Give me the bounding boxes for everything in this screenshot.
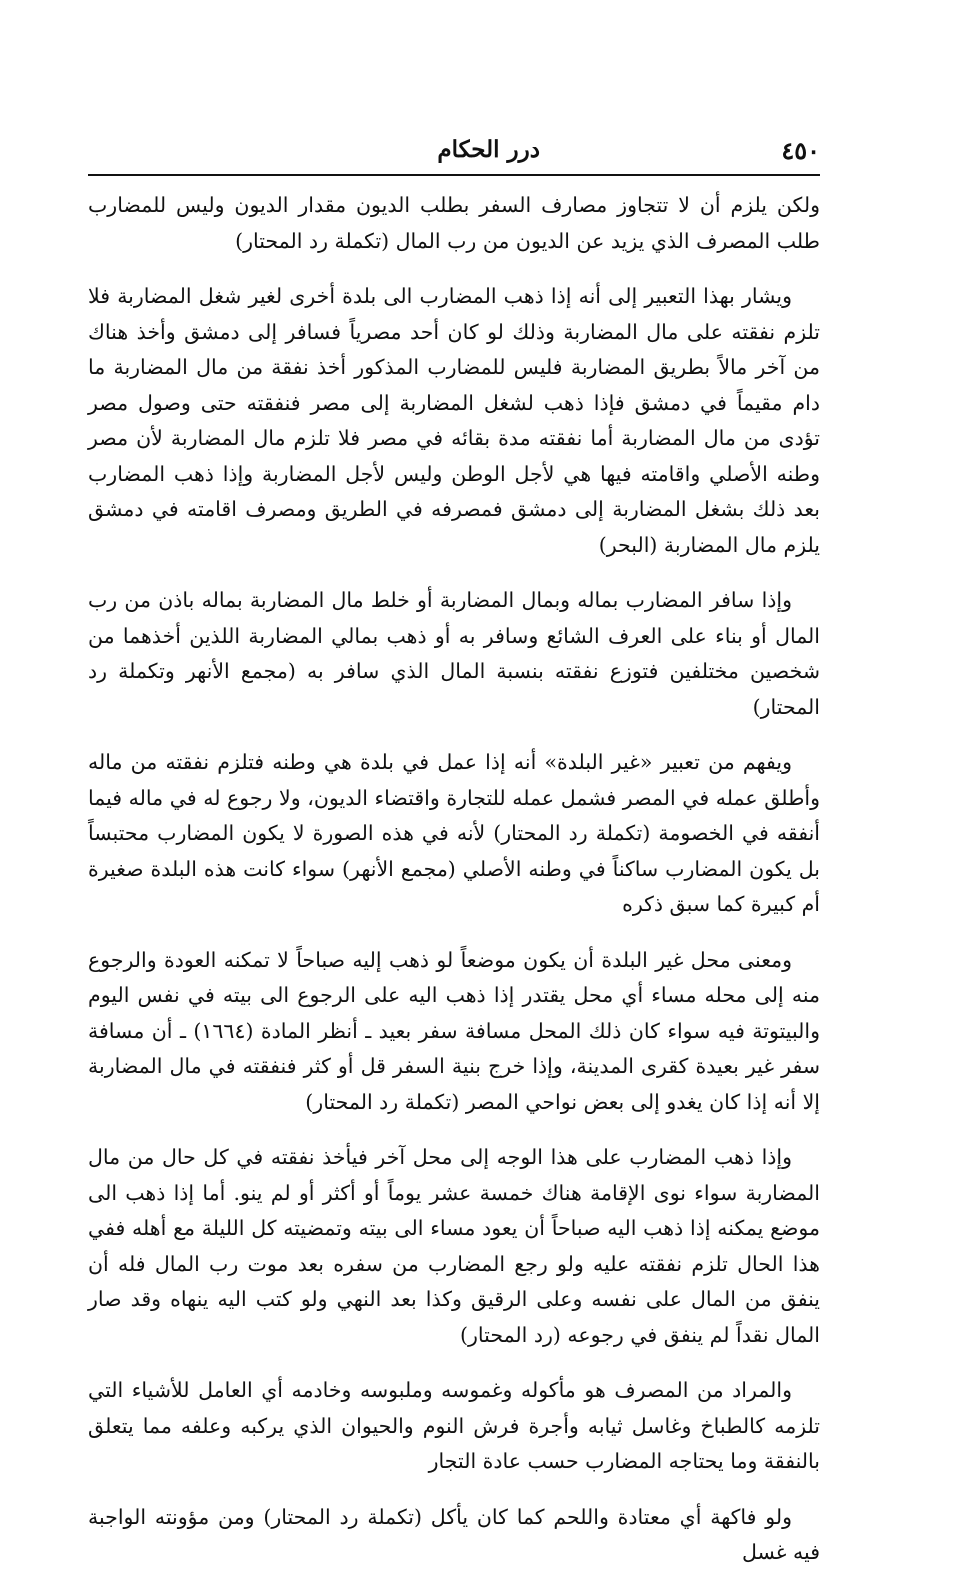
paragraph-2: ويشار بهذا التعبير إلى أنه إذا ذهب المضارب الى بلدة أخرى لغير شغل المضاربة فلا تلزم نفقته على مال المضاربة وذلك لو كان أحد مصرياً فسافر إلى دمشق وأخذ هناك من آخر مالاً بطريق المضاربة فليس للمضارب المذكور أخذ نفقة من مال المضاربة ما دام مقيماً في دمشق فإذا ذهب لشغل المضاربة إلى مصر فنفقته حتى وصول مصر تؤدى من مال المضاربة أما نفقته مدة بقائه في مصر فلا تلزم مال المضاربة لأن مصر وطنه الأصلي واقامته فيها هي لأجل الوطن وليس لأجل المضاربة وإذا ذهب المضارب بعد ذلك بشغل المضاربة إلى دمشق فمصرفه في الطريق ومصرف اقامته في دمشق يلزم مال المضاربة (البحر)	[88, 284, 820, 557]
body-text	[88, 188, 820, 1591]
paragraph-3: وإذا سافر المضارب بماله وبمال المضاربة أو خلط مال المضاربة بماله باذن من رب المال أو بناء على العرف الشائع وسافر به أو ذهب بمالي المضاربة اللذين أخذهما من شخصين مختلفين فتوزع نفقته بنسبة المال الذي سافر به (مجمع الأنهر وتكملة رد المحتار)	[88, 588, 820, 719]
paragraph-1: ولكن يلزم أن لا تتجاوز مصارف السفر بطلب الديون مقدار الديون وليس للمضارب طلب المصرف الذي يزيد عن الديون من رب المال (تكملة رد المحتار)	[88, 193, 820, 253]
paragraph-7: والمراد من المصرف هو مأكوله وغموسه وملبوسه وخادمه أي العامل للأشياء التي تلزمه كالطباخ وغاسل ثيابه وأجرة فرش النوم والحيوان الذي يركبه وعلفه مما يتعلق بالنفقة وما يحتاجه المضارب حسب عادة التجار	[88, 1378, 820, 1473]
paragraph-8: ولو فاكهة أي معتادة واللحم كما كان يأكل (تكملة رد المحتار) ومن مؤونته الواجبة فيه غسل	[88, 1504, 820, 1564]
running-title: درر الحكام	[437, 136, 540, 163]
header-divider	[88, 174, 820, 176]
paragraph-6: وإذا ذهب المضارب على هذا الوجه إلى محل آخر فيأخذ نفقته في كل حال من مال المضاربة سواء نوى الإقامة هناك خمسة عشر يوماً أو أكثر أو لم ينو. أما إذا ذهب الى موضع يمكنه إذا ذهب اليه صباحاً أن يعود مساء الى بيته وتمضيته كل الليلة مع أهله ففي هذا الحال تلزم نفقته عليه ولو رجع المضارب من سفره بعد موت رب المال فله أن ينفق من المال على نفسه وعلى الرقيق وكذا بعد النهي ولو كتب اليه ينهاه وقد صار المال نقداً لم ينفق في رجوعه (رد المحتار)	[88, 1145, 820, 1347]
paragraph-4: ويفهم من تعبير «غير البلدة» أنه إذا عمل في بلدة هي وطنه فتلزم نفقته من ماله وأطلق عمله في المصر فشمل عمله للتجارة واقتضاء الديون، ولا رجوع له في ماله فيما أنفقه في الخصومة (تكملة رد المحتار) لأنه في هذه الصورة لا يكون المضارب محتبساً بل يكون المضارب ساكناً في وطنه الأصلي (مجمع الأنهر) سواء كانت هذه البلدة صغيرة أم كبيرة كما سبق ذكره	[88, 750, 820, 916]
page-header	[88, 136, 820, 172]
page-number: ٤٥٠	[781, 136, 820, 165]
paragraph-5: ومعنى محل غير البلدة أن يكون موضعاً لو ذهب إليه صباحاً لا تمكنه العودة والرجوع منه إلى محله مساء أي محل يقتدر إذا ذهب اليه على الرجوع الى بيته في نفس اليوم والبيتوتة فيه سواء كان ذلك المحل مسافة سفر بعيد ـ أنظر المادة (١٦٦٤) ـ أن مسافة سفر غير بعيدة كقرى المدينة، وإذا خرج بنية السفر قل أو كثر فنفقته في مال المضاربة إلا أنه إذا كان يغدو إلى بعض نواحي المصر (تكملة رد المحتار)	[88, 947, 820, 1114]
